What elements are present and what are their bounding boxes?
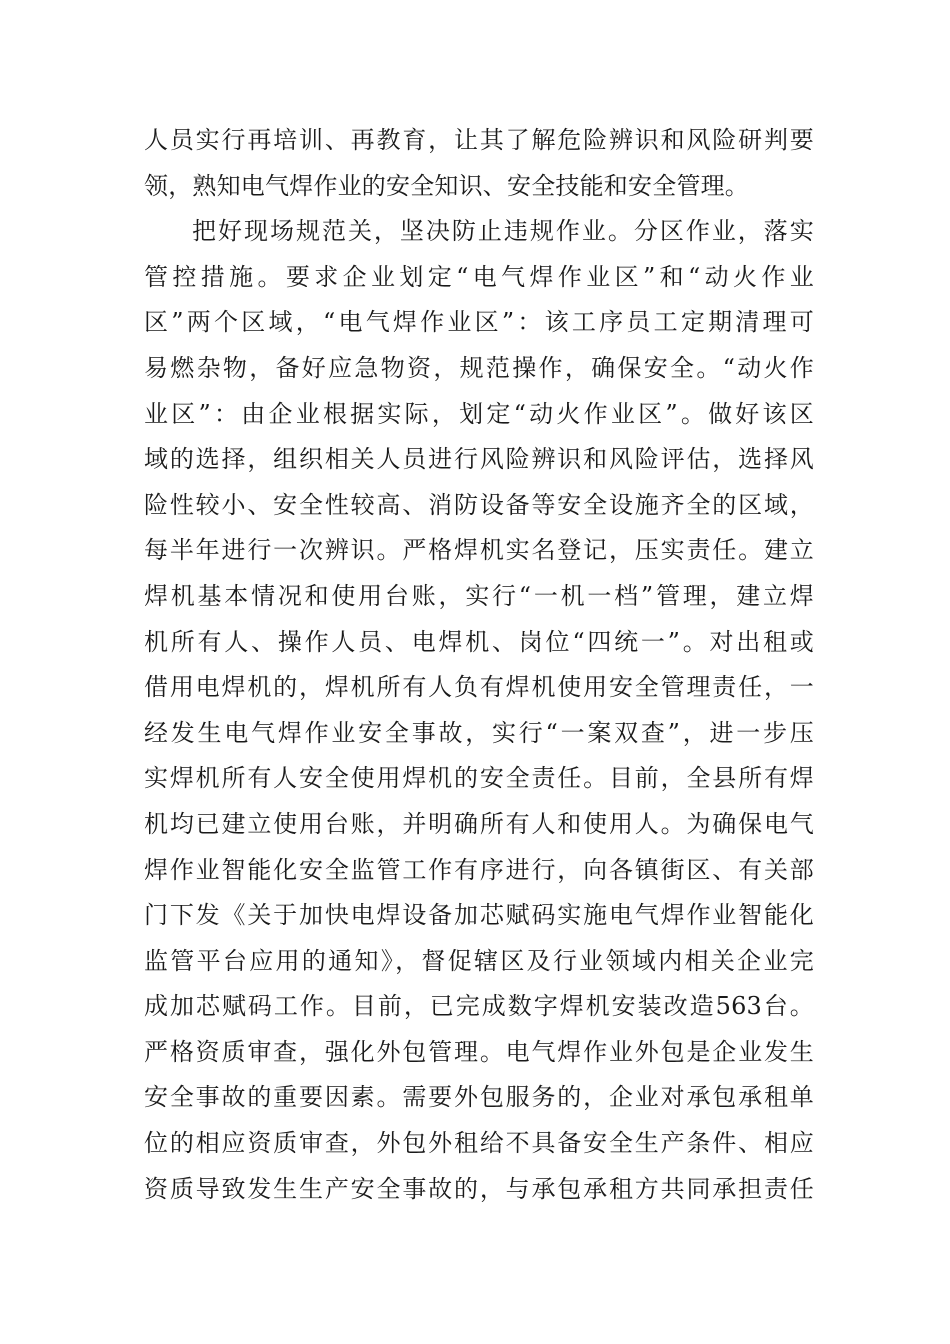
text-line: 机所有人、操作人员、电焊机、岗位“四统一”。对出租或 (144, 627, 814, 656)
text-line: 易燃杂物，备好应急物资，规范操作，确保安全。“动火作 (144, 353, 814, 382)
text-line: 位的相应资质审查，外包外租给不具备安全生产条件、相应 (144, 1129, 814, 1158)
text-line: 实焊机所有人安全使用焊机的安全责任。目前，全县所有焊 (144, 764, 814, 793)
text-line: 安全事故的重要因素。需要外包服务的，企业对承包承租单 (144, 1083, 814, 1112)
text-line: 业区”：由企业根据实际，划定“动火作业区”。做好该区 (144, 399, 814, 428)
text-line: 险性较小、安全性较高、消防设备等安全设施齐全的区域， (144, 490, 814, 519)
text-line: 焊作业智能化安全监管工作有序进行，向各镇街区、有关部 (144, 855, 814, 884)
text-line: 焊机基本情况和使用台账，实行“一机一档”管理，建立焊 (144, 581, 814, 610)
text-line: 监管平台应用的通知》，督促辖区及行业领域内相关企业完 (144, 946, 814, 975)
text-line: 每半年进行一次辨识。严格焊机实名登记，压实责任。建立 (144, 536, 814, 565)
text-line: 严格资质审查，强化外包管理。电气焊作业外包是企业发生 (144, 1037, 814, 1066)
text-line: 管控措施。要求企业划定“电气焊作业区”和“动火作业 (144, 262, 814, 291)
text-line: 资质导致发生生产安全事故的，与承包承租方共同承担责任 (144, 1174, 814, 1203)
text-line: 人员实行再培训、再教育，让其了解危险辨识和风险研判要 (144, 126, 814, 154)
text-line: 域的选择，组织相关人员进行风险辨识和风险评估，选择风 (144, 445, 814, 474)
text-line: 机均已建立使用台账，并明确所有人和使用人。为确保电气 (144, 809, 814, 838)
text-line: 借用电焊机的，焊机所有人负有焊机使用安全管理责任，一 (144, 673, 814, 702)
text-line: 门下发《关于加快电焊设备加芯赋码实施电气焊作业智能化 (144, 901, 814, 930)
body-text (144, 118, 814, 1212)
text-line: 把好现场规范关，坚决防止违规作业。分区作业，落实 (192, 217, 814, 246)
text-line: 经发生电气焊作业安全事故，实行“一案双查”，进一步压 (144, 718, 814, 747)
text-line: 区”两个区域，“电气焊作业区”：该工序员工定期清理可 (144, 308, 814, 337)
text-line: 成加芯赋码工作。目前，已完成数字焊机安装改造563台。 (144, 992, 814, 1021)
text-line: 领，熟知电气焊作业的安全知识、安全技能和安全管理。 (144, 171, 749, 200)
